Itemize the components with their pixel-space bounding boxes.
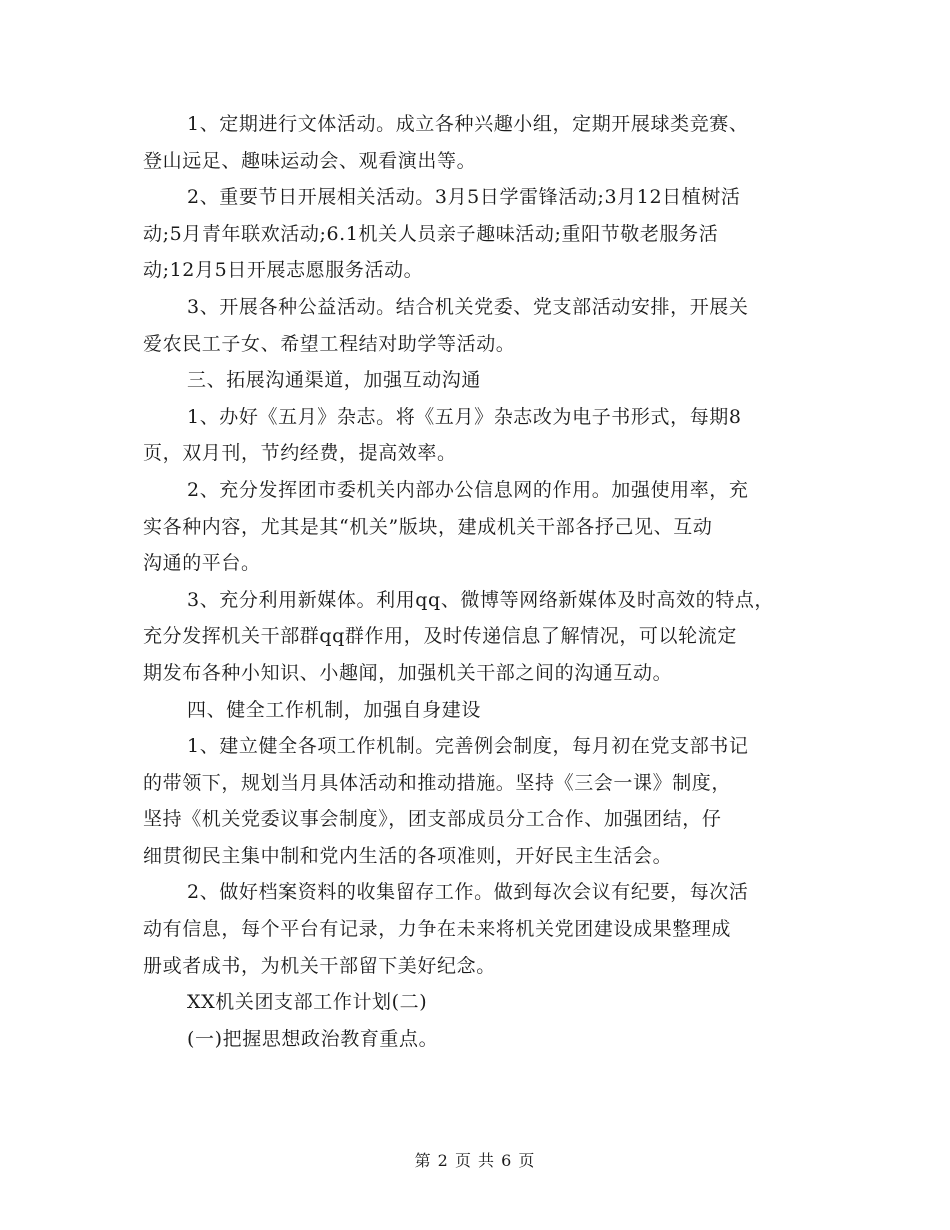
- text-line: 2、充分发挥团市委机关内部办公信息网的作用。加强使用率，充: [187, 478, 749, 501]
- text-line: 1、办好《五月》杂志。将《五月》杂志改为电子书形式，每期8: [187, 405, 742, 428]
- text-line: 坚持《机关党委议事会制度》，团支部成员分工合作、加强团结，仔: [143, 808, 722, 831]
- document-body: [143, 106, 823, 1057]
- text-line: 细贯彻民主集中制和党内生活的各项准则，开好民主生活会。: [143, 844, 673, 867]
- text-line: 动有信息，每个平台有记录，力争在未来将机关党团建设成果整理成: [143, 918, 732, 941]
- text-line: (一)把握思想政治教育重点。: [187, 1027, 439, 1050]
- text-line: 动;12月5日开展志愿服务活动。: [143, 259, 424, 282]
- text-line: 沟通的平台。: [143, 552, 261, 575]
- text-line: 1、定期进行文体活动。成立各种兴趣小组，定期开展球类竞赛、: [187, 113, 749, 135]
- text-line: 3、开展各种公益活动。结合机关党委、党支部活动安排，开展关: [187, 295, 749, 318]
- text-line: 登山远足、趣味运动会、观看演出等。: [143, 149, 477, 172]
- text-line: 动;5月青年联欢活动;6.1机关人员亲子趣味活动;重阳节敬老服务活: [143, 222, 719, 245]
- text-line: 实各种内容，尤其是其“机关”版块，建成机关干部各抒己见、互动: [143, 515, 713, 538]
- page-number-footer: 第 2 页 共 6 页: [414, 1151, 536, 1170]
- text-line: 四、健全工作机制，加强自身建设: [187, 698, 482, 721]
- text-line: 期发布各种小知识、小趣闻，加强机关干部之间的沟通互动。: [143, 661, 673, 684]
- text-line: 爱农民工子女、希望工程结对助学等活动。: [143, 332, 516, 355]
- text-line: 2、做好档案资料的收集留存工作。做到每次会议有纪要，每次活: [187, 881, 749, 904]
- text-line: 页，双月刊，节约经费，提高效率。: [143, 442, 457, 465]
- text-line: 充分发挥机关干部群qq群作用，及时传递信息了解情况，可以轮流定: [143, 625, 737, 648]
- text-line: 3、充分利用新媒体。利用qq、微博等网络新媒体及时高效的特点，: [187, 588, 775, 611]
- text-line: 三、拓展沟通渠道，加强互动沟通: [187, 369, 482, 392]
- text-line: XX机关团支部工作计划(二): [187, 991, 428, 1014]
- text-line: 2、重要节日开展相关活动。3月5日学雷锋活动;3月12日植树活: [187, 186, 741, 209]
- text-line: 1、建立健全各项工作机制。完善例会制度，每月初在党支部书记: [187, 735, 749, 758]
- text-line: 册或者成书，为机关干部留下美好纪念。: [143, 954, 496, 977]
- text-line: 的带领下，规划当月具体活动和推动措施。坚持《三会一课》制度，: [143, 771, 732, 794]
